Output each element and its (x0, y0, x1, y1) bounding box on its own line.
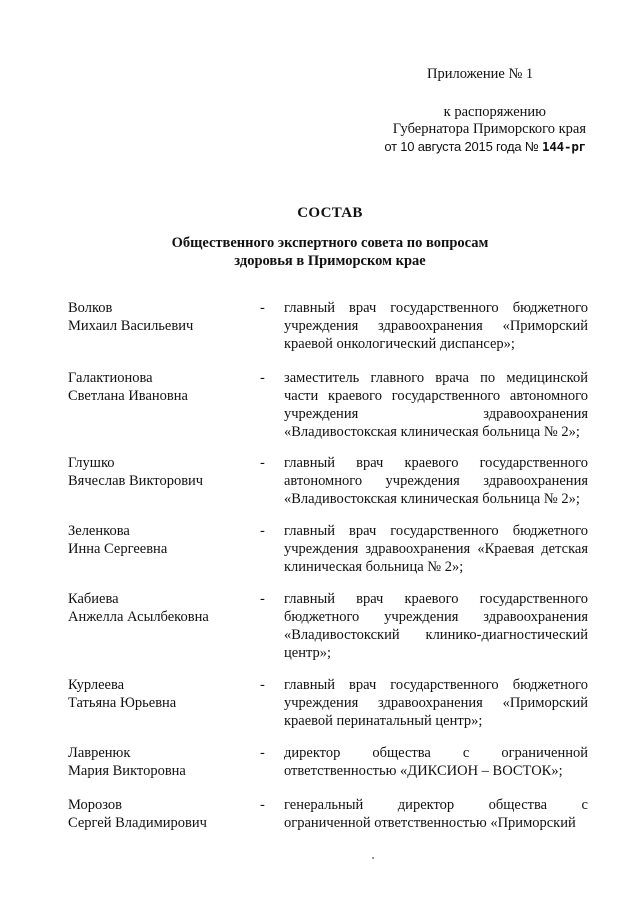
member-name (68, 590, 248, 626)
member-role-line: главный врач государственного бюджетного (284, 523, 588, 539)
subtitle-line-1: Общественного экспертного совета по вопросам (171, 235, 489, 251)
member-role (284, 796, 588, 832)
member-role-line: ограниченной ответственностью «Приморский (284, 815, 576, 831)
member-surname: Волков (68, 300, 113, 316)
member-name (68, 369, 248, 405)
member-entry (68, 369, 588, 441)
member-dash: - (260, 455, 265, 471)
order-date-line (372, 138, 586, 155)
member-dash: - (260, 300, 265, 316)
member-name (68, 299, 248, 335)
member-role-line: ответственностью «ДИКСИОН – ВОСТОК»; (284, 763, 563, 779)
member-given-name: Мария Викторовна (68, 763, 186, 779)
member-role-line: учреждения здравоохранения (284, 406, 588, 422)
member-role-line: главный врач государственного бюджетного (284, 300, 588, 316)
page-dot-mark (372, 857, 374, 859)
member-dash: - (260, 677, 265, 693)
member-role-line: клиническая больница № 2»; (284, 559, 464, 575)
document-subtitle (0, 234, 640, 270)
member-surname: Кабиева (68, 591, 119, 607)
member-role-line: главный врач краевого государственного (284, 591, 588, 607)
member-role-line: части краевого государственного автономного (284, 388, 588, 404)
member-surname: Морозов (68, 797, 123, 813)
member-dash: - (260, 797, 265, 813)
member-given-name: Татьяна Юрьевна (68, 695, 177, 711)
member-surname: Глушко (68, 455, 115, 471)
member-name (68, 676, 248, 712)
member-dash: - (260, 591, 265, 607)
member-role-line: автономного учреждения здравоохранения (284, 473, 588, 489)
order-reference (372, 104, 586, 155)
member-entry (68, 676, 588, 730)
order-number: 144-рг (542, 139, 586, 154)
member-given-name: Светлана Ивановна (68, 388, 188, 404)
member-entry (68, 299, 588, 353)
member-surname: Лавренюк (68, 745, 131, 761)
member-role-line: краевой онкологический диспансер»; (284, 336, 515, 352)
member-role-line: главный врач государственного бюджетного (284, 677, 588, 693)
member-entry (68, 744, 588, 780)
member-role-line: бюджетного учреждения здравоохранения (284, 609, 588, 625)
member-role-line: «Владивостокский клинико-диагностический (284, 627, 588, 643)
member-role-line: директор общества с ограниченной (284, 745, 588, 761)
member-role-line: главный врач краевого государственного (284, 455, 588, 471)
member-role (284, 744, 588, 780)
member-role-line: заместитель главного врача по медицинской (284, 370, 588, 386)
document-title: СОСТАВ (297, 205, 363, 221)
to-order-line: к распоряжению (443, 104, 546, 120)
member-role (284, 454, 588, 508)
appendix-label: Приложение № 1 (427, 66, 534, 82)
member-surname: Курлеева (68, 677, 125, 693)
member-entry (68, 454, 588, 508)
member-surname: Галактионова (68, 370, 153, 386)
member-role-line: учреждения здравоохранения «Приморский (284, 318, 588, 334)
member-given-name: Анжелла Асылбековна (68, 609, 209, 625)
member-name (68, 522, 248, 558)
member-dash: - (260, 523, 265, 539)
member-role (284, 299, 588, 353)
member-role-line: учреждения здравоохранения «Краевая детская (284, 541, 588, 557)
member-role (284, 369, 588, 441)
member-role-line: учреждения здравоохранения «Приморский (284, 695, 588, 711)
member-dash: - (260, 745, 265, 761)
member-role-line: генеральный директор общества с (284, 797, 588, 813)
member-name (68, 796, 248, 832)
member-given-name: Сергей Владимирович (68, 815, 207, 831)
member-given-name: Михаил Васильевич (68, 318, 194, 334)
member-role (284, 522, 588, 576)
member-entry (68, 796, 588, 832)
member-role-line: центр»; (284, 645, 331, 661)
member-entry (68, 522, 588, 576)
member-surname: Зеленкова (68, 523, 130, 539)
member-name (68, 744, 248, 780)
order-date-text: от 10 августа 2015 года № (384, 139, 539, 154)
member-role (284, 676, 588, 730)
member-role-line: «Владивостокская клиническая больница № 2»; (284, 491, 580, 507)
subtitle-line-2: здоровья в Приморском крае (234, 253, 426, 269)
member-given-name: Вячеслав Викторович (68, 473, 204, 489)
member-role (284, 590, 588, 662)
member-role-line: краевой перинатальный центр»; (284, 713, 483, 729)
member-role-line: «Владивостокская клиническая больница № 2»; (284, 424, 580, 440)
member-name (68, 454, 248, 490)
member-dash: - (260, 370, 265, 386)
governor-line: Губернатора Приморского края (392, 121, 586, 137)
member-entry (68, 590, 588, 662)
member-given-name: Инна Сергеевна (68, 541, 168, 557)
